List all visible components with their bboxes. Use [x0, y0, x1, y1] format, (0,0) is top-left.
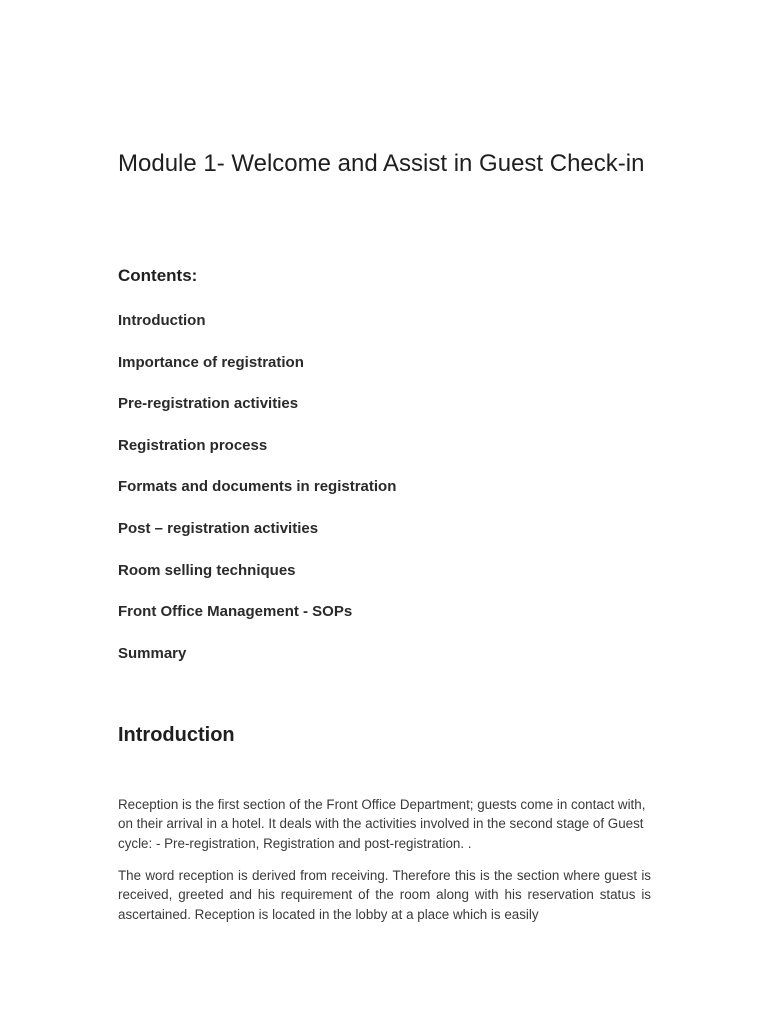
toc-item-pre-registration-activities: Pre-registration activities — [118, 395, 299, 413]
toc-item-registration-process: Registration process — [118, 436, 268, 454]
document-title: Module 1- Welcome and Assist in Guest Check-in — [118, 150, 645, 177]
toc-item-room-selling-techniques: Room selling techniques — [118, 561, 296, 579]
toc-item-post-registration-activities: Post – registration activities — [118, 519, 319, 537]
toc-item-summary: Summary — [118, 644, 187, 662]
contents-heading: Contents: — [118, 266, 198, 285]
toc-item-front-office-management-sops: Front Office Management - SOPs — [118, 603, 353, 621]
toc-item-formats-and-documents: Formats and documents in registration — [118, 478, 397, 496]
paragraph-2: The word reception is derived from receiving. Therefore this is the section where guest is received, greeted and his requirement of the room along with his reservation status is ascertained. Reception is located in the lobby at a place which is easily — [118, 868, 651, 922]
paragraph-1: Reception is the first section of the Front Office Department; guests come in contact with, on their arrival in a hotel. It deals with the activities involved in the second stage of Guest cycle: - Pre-registration, Registration and post-registration. . — [118, 797, 646, 851]
section-heading-introduction: Introduction — [118, 724, 235, 746]
toc-item-introduction: Introduction — [118, 312, 206, 329]
table-of-contents — [118, 312, 396, 686]
toc-item-importance-of-registration: Importance of registration — [118, 353, 304, 371]
